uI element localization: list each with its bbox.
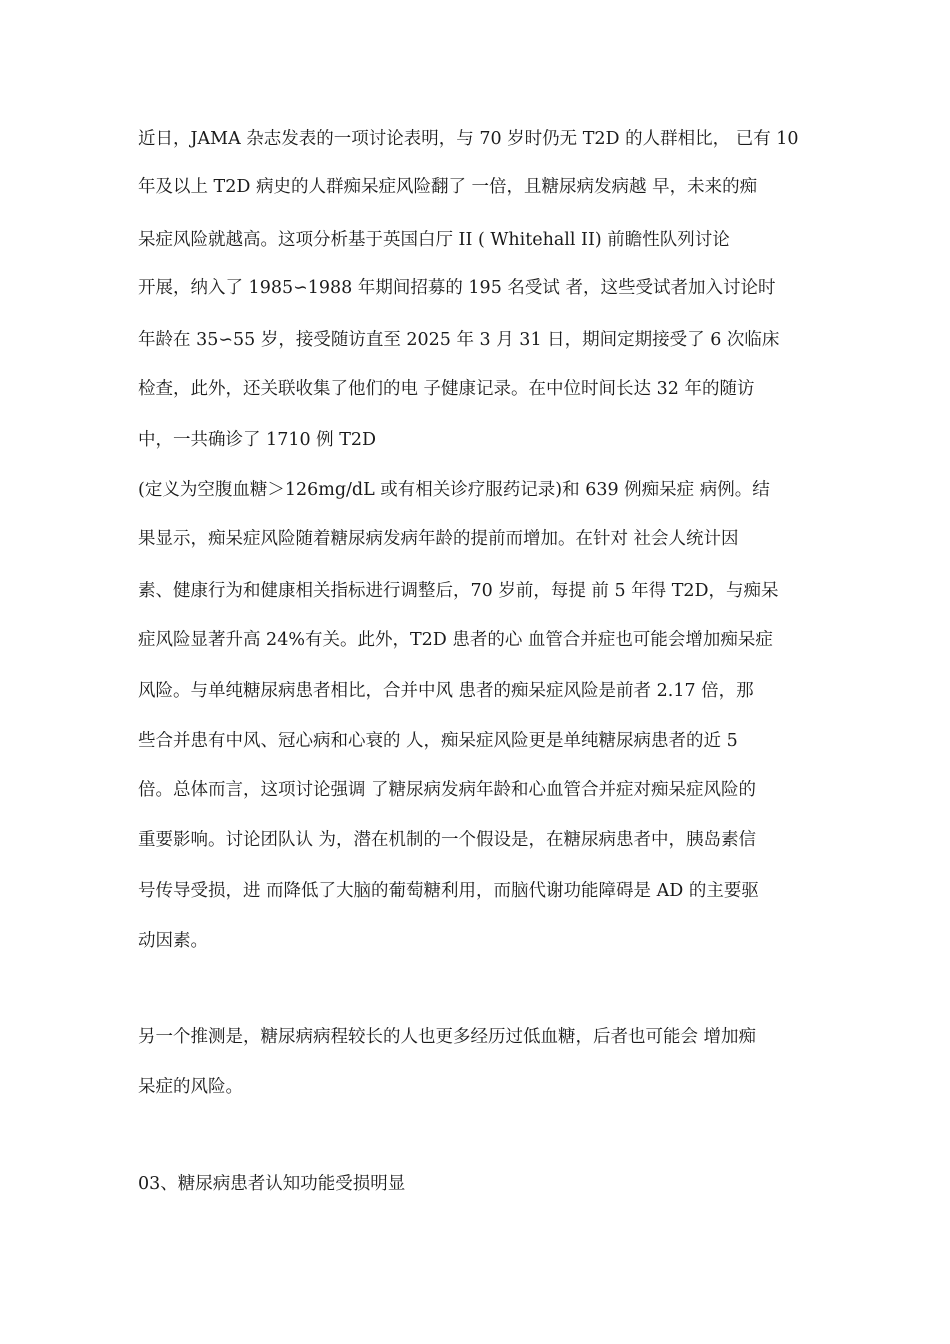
text-line: 动因素。: [138, 931, 208, 951]
text-line: 素、健康行为和健康相关指标进行调整后，70 岁前，每提 前 5 年得 T2D，与痴呆: [138, 581, 779, 601]
text-line: 年及以上 T2D 病史的人群痴呆症风险翻了 一倍，且糖尿病发病越 早，未来的痴: [138, 177, 758, 197]
text-line: 中，一共确诊了 1710 例 T2D: [138, 430, 377, 450]
text-line: 些合并患有中风、冠心病和心衰的 人，痴呆症风险更是单纯糖尿病患者的近 5: [138, 731, 738, 751]
text-line: 风险。与单纯糖尿病患者相比，合并中风 患者的痴呆症风险是前者 2.17 倍，那: [138, 681, 754, 701]
text-line: 呆症风险就越高。这项分析基于英国白厅 II ( Whitehall II) 前瞻性队列讨论: [138, 230, 730, 250]
text-line: 另一个推测是，糖尿病病程较长的人也更多经历过低血糖，后者也可能会 增加痴: [138, 1027, 757, 1047]
text-line: (定义为空腹血糖＞126mg/dL 或有相关诊疗服药记录)和 639 例痴呆症 病例。结: [138, 480, 770, 500]
text-line: 果显示，痴呆症风险随着糖尿病发病年龄的提前而增加。在针对 社会人统计因: [138, 529, 739, 549]
text-line: 症风险显著升高 24%有关。此外，T2D 患者的心 血管合并症也可能会增加痴呆症: [138, 630, 773, 650]
section-heading: 03、糖尿病患者认知功能受损明显: [138, 1174, 406, 1194]
text-line: 近日，JAMA 杂志发表的一项讨论表明，与 70 岁时仍无 T2D 的人群相比， 已有 10: [138, 129, 799, 149]
text-line: 开展，纳入了 1985∽1988 年期间招募的 195 名受试 者，这些受试者加入讨论时: [138, 278, 776, 298]
text-line: 检查，此外，还关联收集了他们的电 子健康记录。在中位时间长达 32 年的随访: [138, 379, 755, 399]
text-line: 号传导受损，进 而降低了大脑的葡萄糖利用，而脑代谢功能障碍是 AD 的主要驱: [138, 881, 759, 901]
text-line: 倍。总体而言，这项讨论强调 了糖尿病发病年龄和心血管合并症对痴呆症风险的: [138, 780, 757, 800]
text-line: 呆症的风险。: [138, 1077, 243, 1097]
text-line: 重要影响。讨论团队认 为，潜在机制的一个假设是，在糖尿病患者中，胰岛素信: [138, 830, 757, 850]
text-line: 年龄在 35∽55 岁，接受随访直至 2025 年 3 月 31 日，期间定期接受了 6 次临床: [138, 330, 780, 350]
